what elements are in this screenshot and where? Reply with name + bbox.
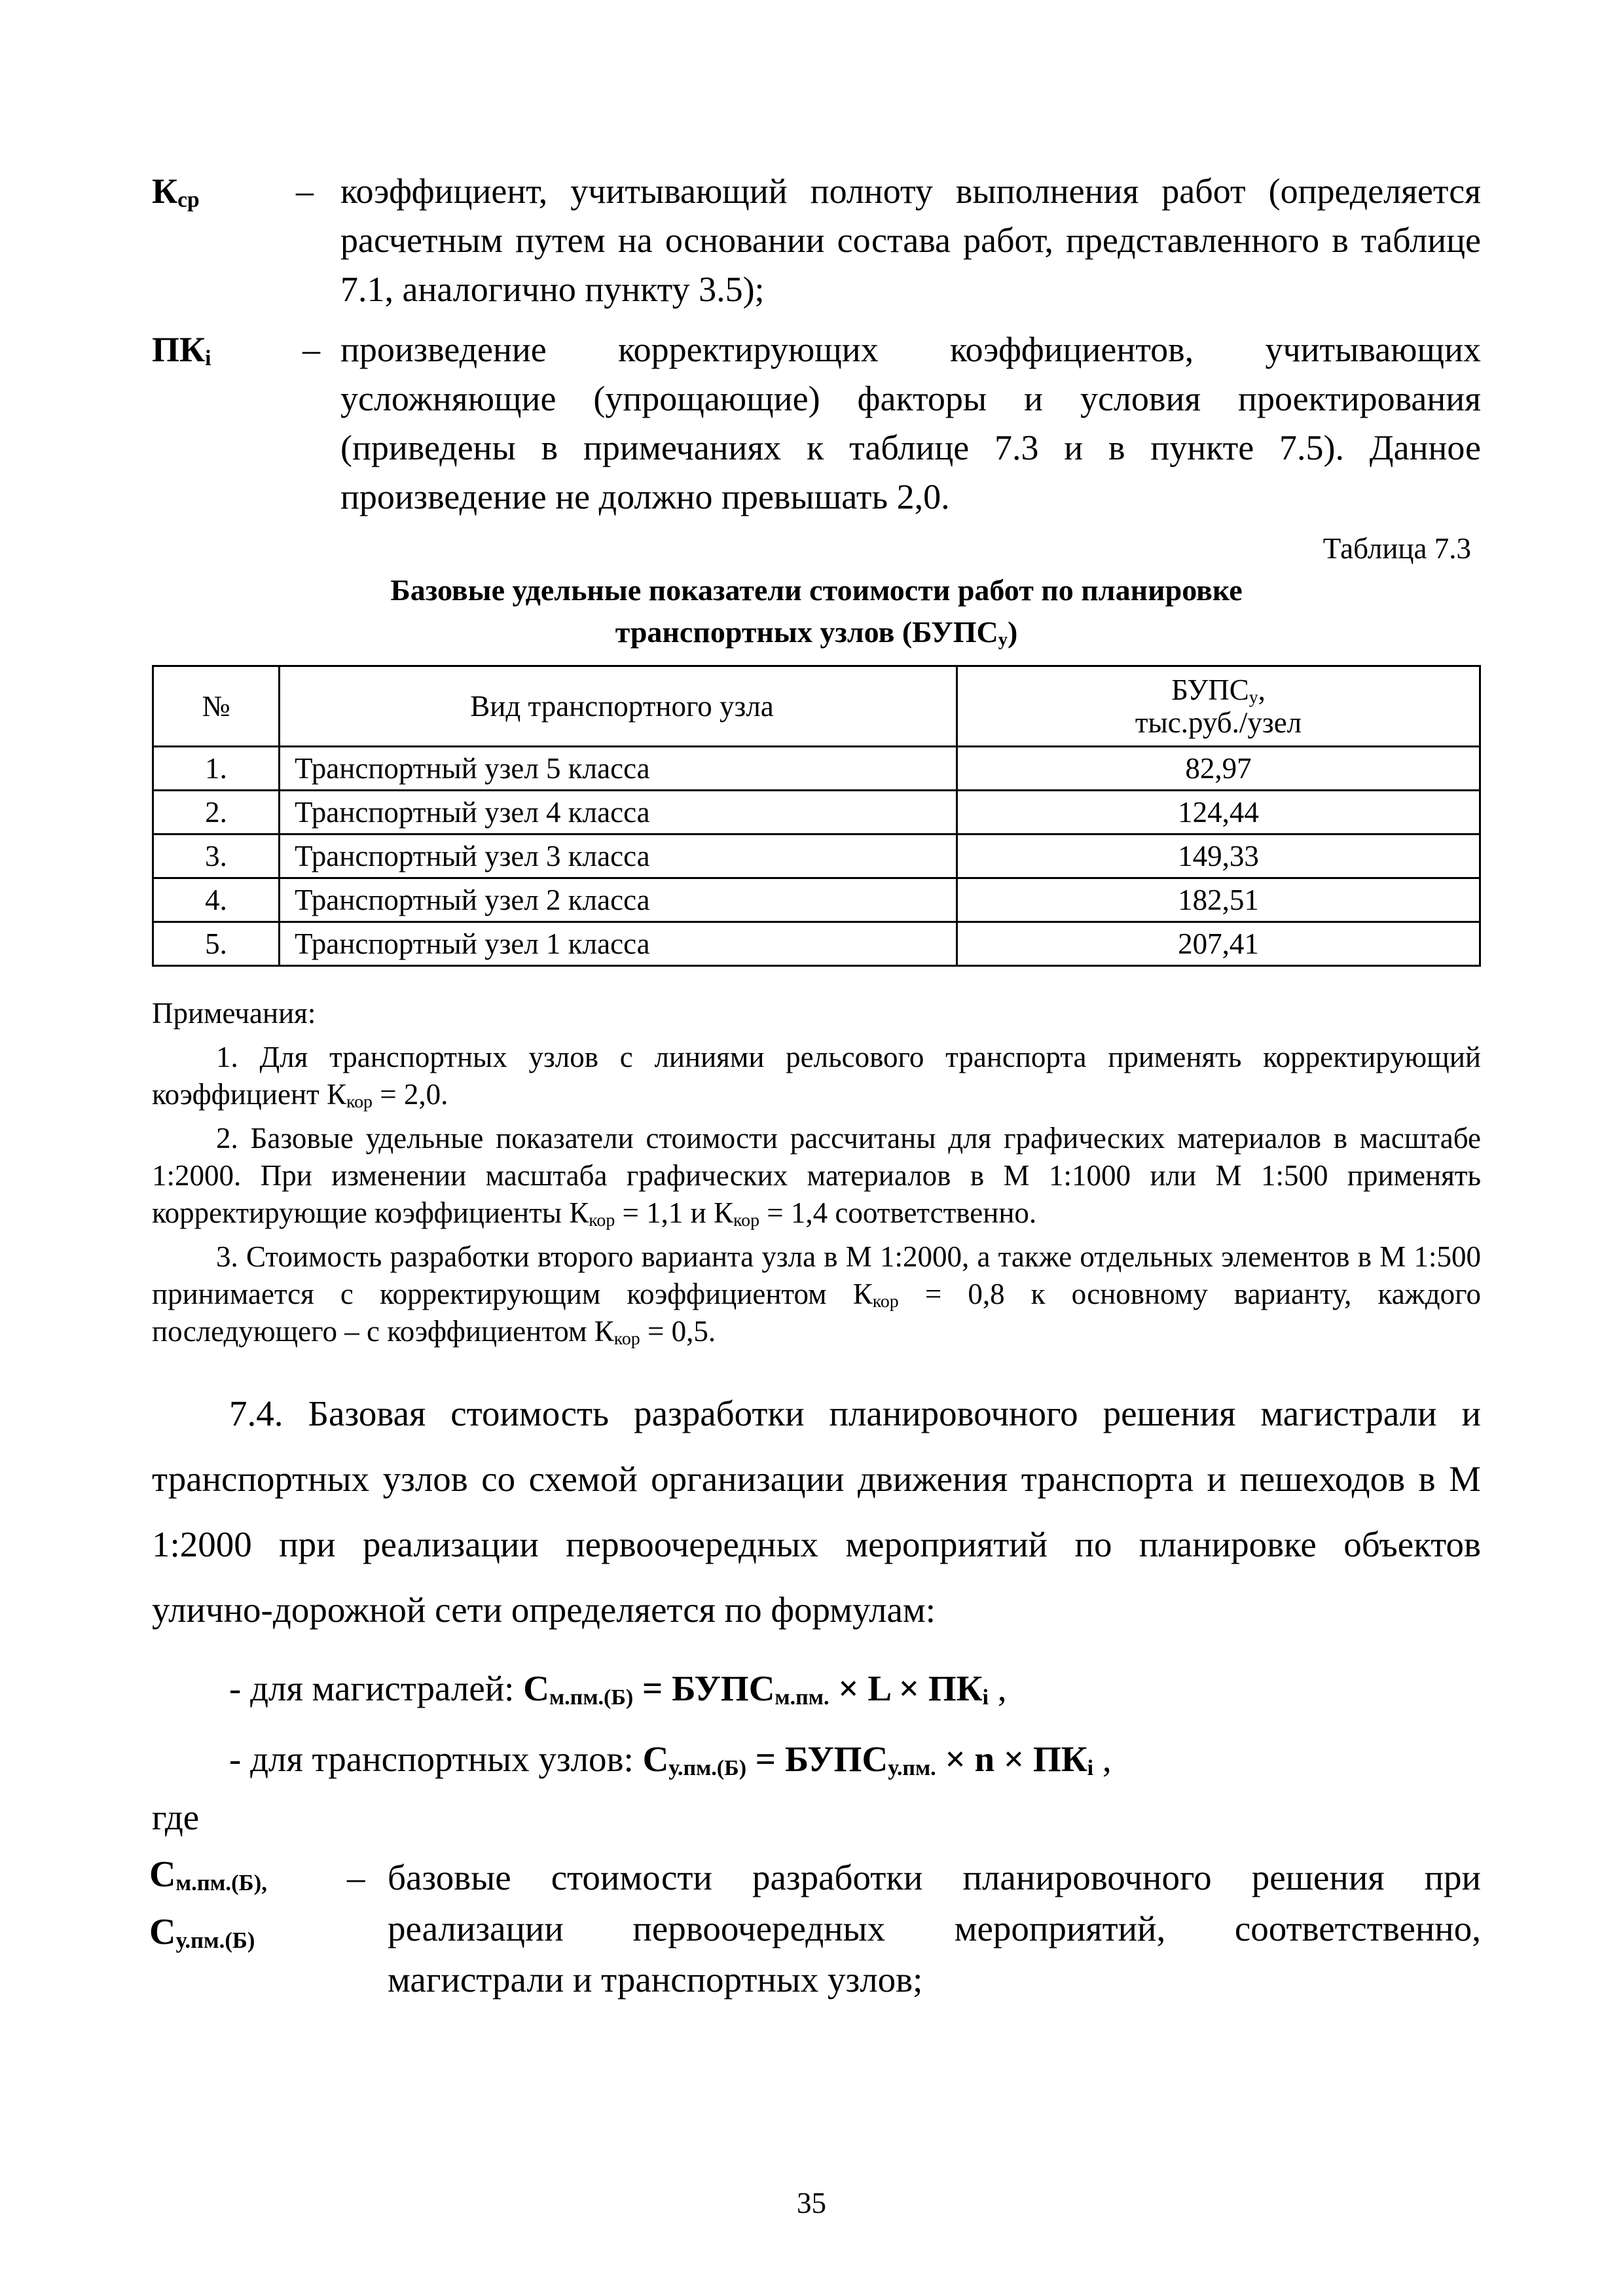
- row-value: 149,33: [957, 834, 1480, 878]
- table-row: [153, 922, 1480, 966]
- table-caption: Таблица 7.3: [1322, 532, 1471, 565]
- header-value: БУПСу, тыс.руб./узел: [957, 666, 1480, 747]
- row-num: 2.: [153, 791, 280, 834]
- note-3: 3. Стоимость разработки второго варианта узла в М 1:2000, а также отдельных элементов в М 1:500 принимается с корректирующим коэффициентом Ккор = 0,8 к основному варианту, каждого последующего – с коэффициентом Ккор = 0,5.: [152, 1240, 1481, 1350]
- row-num: 1.: [153, 747, 280, 791]
- row-value: 82,97: [957, 747, 1480, 791]
- table-title: [152, 569, 1481, 653]
- table-row: [153, 834, 1480, 878]
- section-7-4-paragraph: 7.4. Базовая стоимость разработки планировочного решения магистрали и транспортных узлов со схемой организации движения транспорта и пешеходов в М 1:2000 при реализации первоочередных мероприятий по планировке объектов улично-дорожной сети определяется по формулам:: [152, 1393, 1481, 1630]
- header-name: Вид транспортного узла: [280, 666, 957, 747]
- definition-dash: –: [296, 171, 314, 211]
- definition-text: произведение корректирующих коэффициентов, учитывающих усложняющие (упрощающие) факторы и условия проектирования (приведены в примечаниях к таблице 7.3 и в пункте 7.5). Данное произведение не должно превышать 2,0.: [340, 330, 1481, 516]
- table-header-row: [153, 666, 1480, 747]
- note-1: 1. Для транспортных узлов с линиями рельсового транспорта применять корректирующий коэффициент Ккор = 2,0.: [152, 1041, 1481, 1113]
- formula-main-roads: - для магистралей: См.пм.(Б) = БУПСм.пм. × L × ПКi ,: [229, 1668, 1007, 1710]
- page-number: 35: [797, 2187, 826, 2219]
- definition-text: базовые стоимости разработки планировочного решения при реализации первоочередных мероприятий, соответственно, магистрали и транспортных узлов;: [388, 1857, 1481, 2000]
- table-title-line2: транспортных узлов (БУПСу): [615, 615, 1018, 651]
- row-num: 4.: [153, 878, 280, 922]
- term-ksr: Кср: [152, 171, 200, 213]
- table-title-line1: Базовые удельные показатели стоимости работ по планировке: [390, 573, 1243, 607]
- row-value: 124,44: [957, 791, 1480, 834]
- definition-dash: –: [302, 330, 320, 369]
- row-name: Транспортный узел 2 класса: [280, 878, 957, 922]
- note-2: 2. Базовые удельные показатели стоимости рассчитаны для графических материалов в масштабе 1:2000. При изменении масштаба графических материалов в М 1:1000 или М 1:500 применять корректирующие коэффициенты Ккор = 1,1 и Ккор = 1,4 соответственно.: [152, 1122, 1481, 1231]
- table-notes: [152, 995, 1481, 1350]
- table-row: [153, 747, 1480, 791]
- header-num: №: [153, 666, 280, 747]
- term-pki: ПКi: [152, 330, 211, 371]
- row-num: 3.: [153, 834, 280, 878]
- row-value: 207,41: [957, 922, 1480, 966]
- row-name: Транспортный узел 4 класса: [280, 791, 957, 834]
- formula-transport-nodes: - для транспортных узлов: Су.пм.(Б) = БУПСу.пм. × n × ПКi ,: [229, 1739, 1112, 1781]
- data-table: [152, 665, 1481, 967]
- row-num: 5.: [153, 922, 280, 966]
- table-row: [153, 791, 1480, 834]
- row-value: 182,51: [957, 878, 1480, 922]
- definition-dash: –: [347, 1857, 365, 1897]
- definition-ksr: [152, 167, 1481, 317]
- row-name: Транспортный узел 1 класса: [280, 922, 957, 966]
- notes-heading: Примечания:: [152, 997, 316, 1030]
- where-label: где: [152, 1797, 200, 1837]
- term-c-upm: Су.пм.(Б): [149, 1912, 255, 1954]
- row-name: Транспортный узел 3 класса: [280, 834, 957, 878]
- table-row: [153, 878, 1480, 922]
- definition-pki: [152, 325, 1481, 522]
- definition-text: коэффициент, учитывающий полноту выполнения работ (определяется расчетным путем на основании состава работ, представленного в таблице 7.1, аналогично пункту 3.5);: [340, 171, 1481, 309]
- term-c-mpm: См.пм.(Б),: [149, 1854, 267, 1896]
- row-name: Транспортный узел 5 класса: [280, 747, 957, 791]
